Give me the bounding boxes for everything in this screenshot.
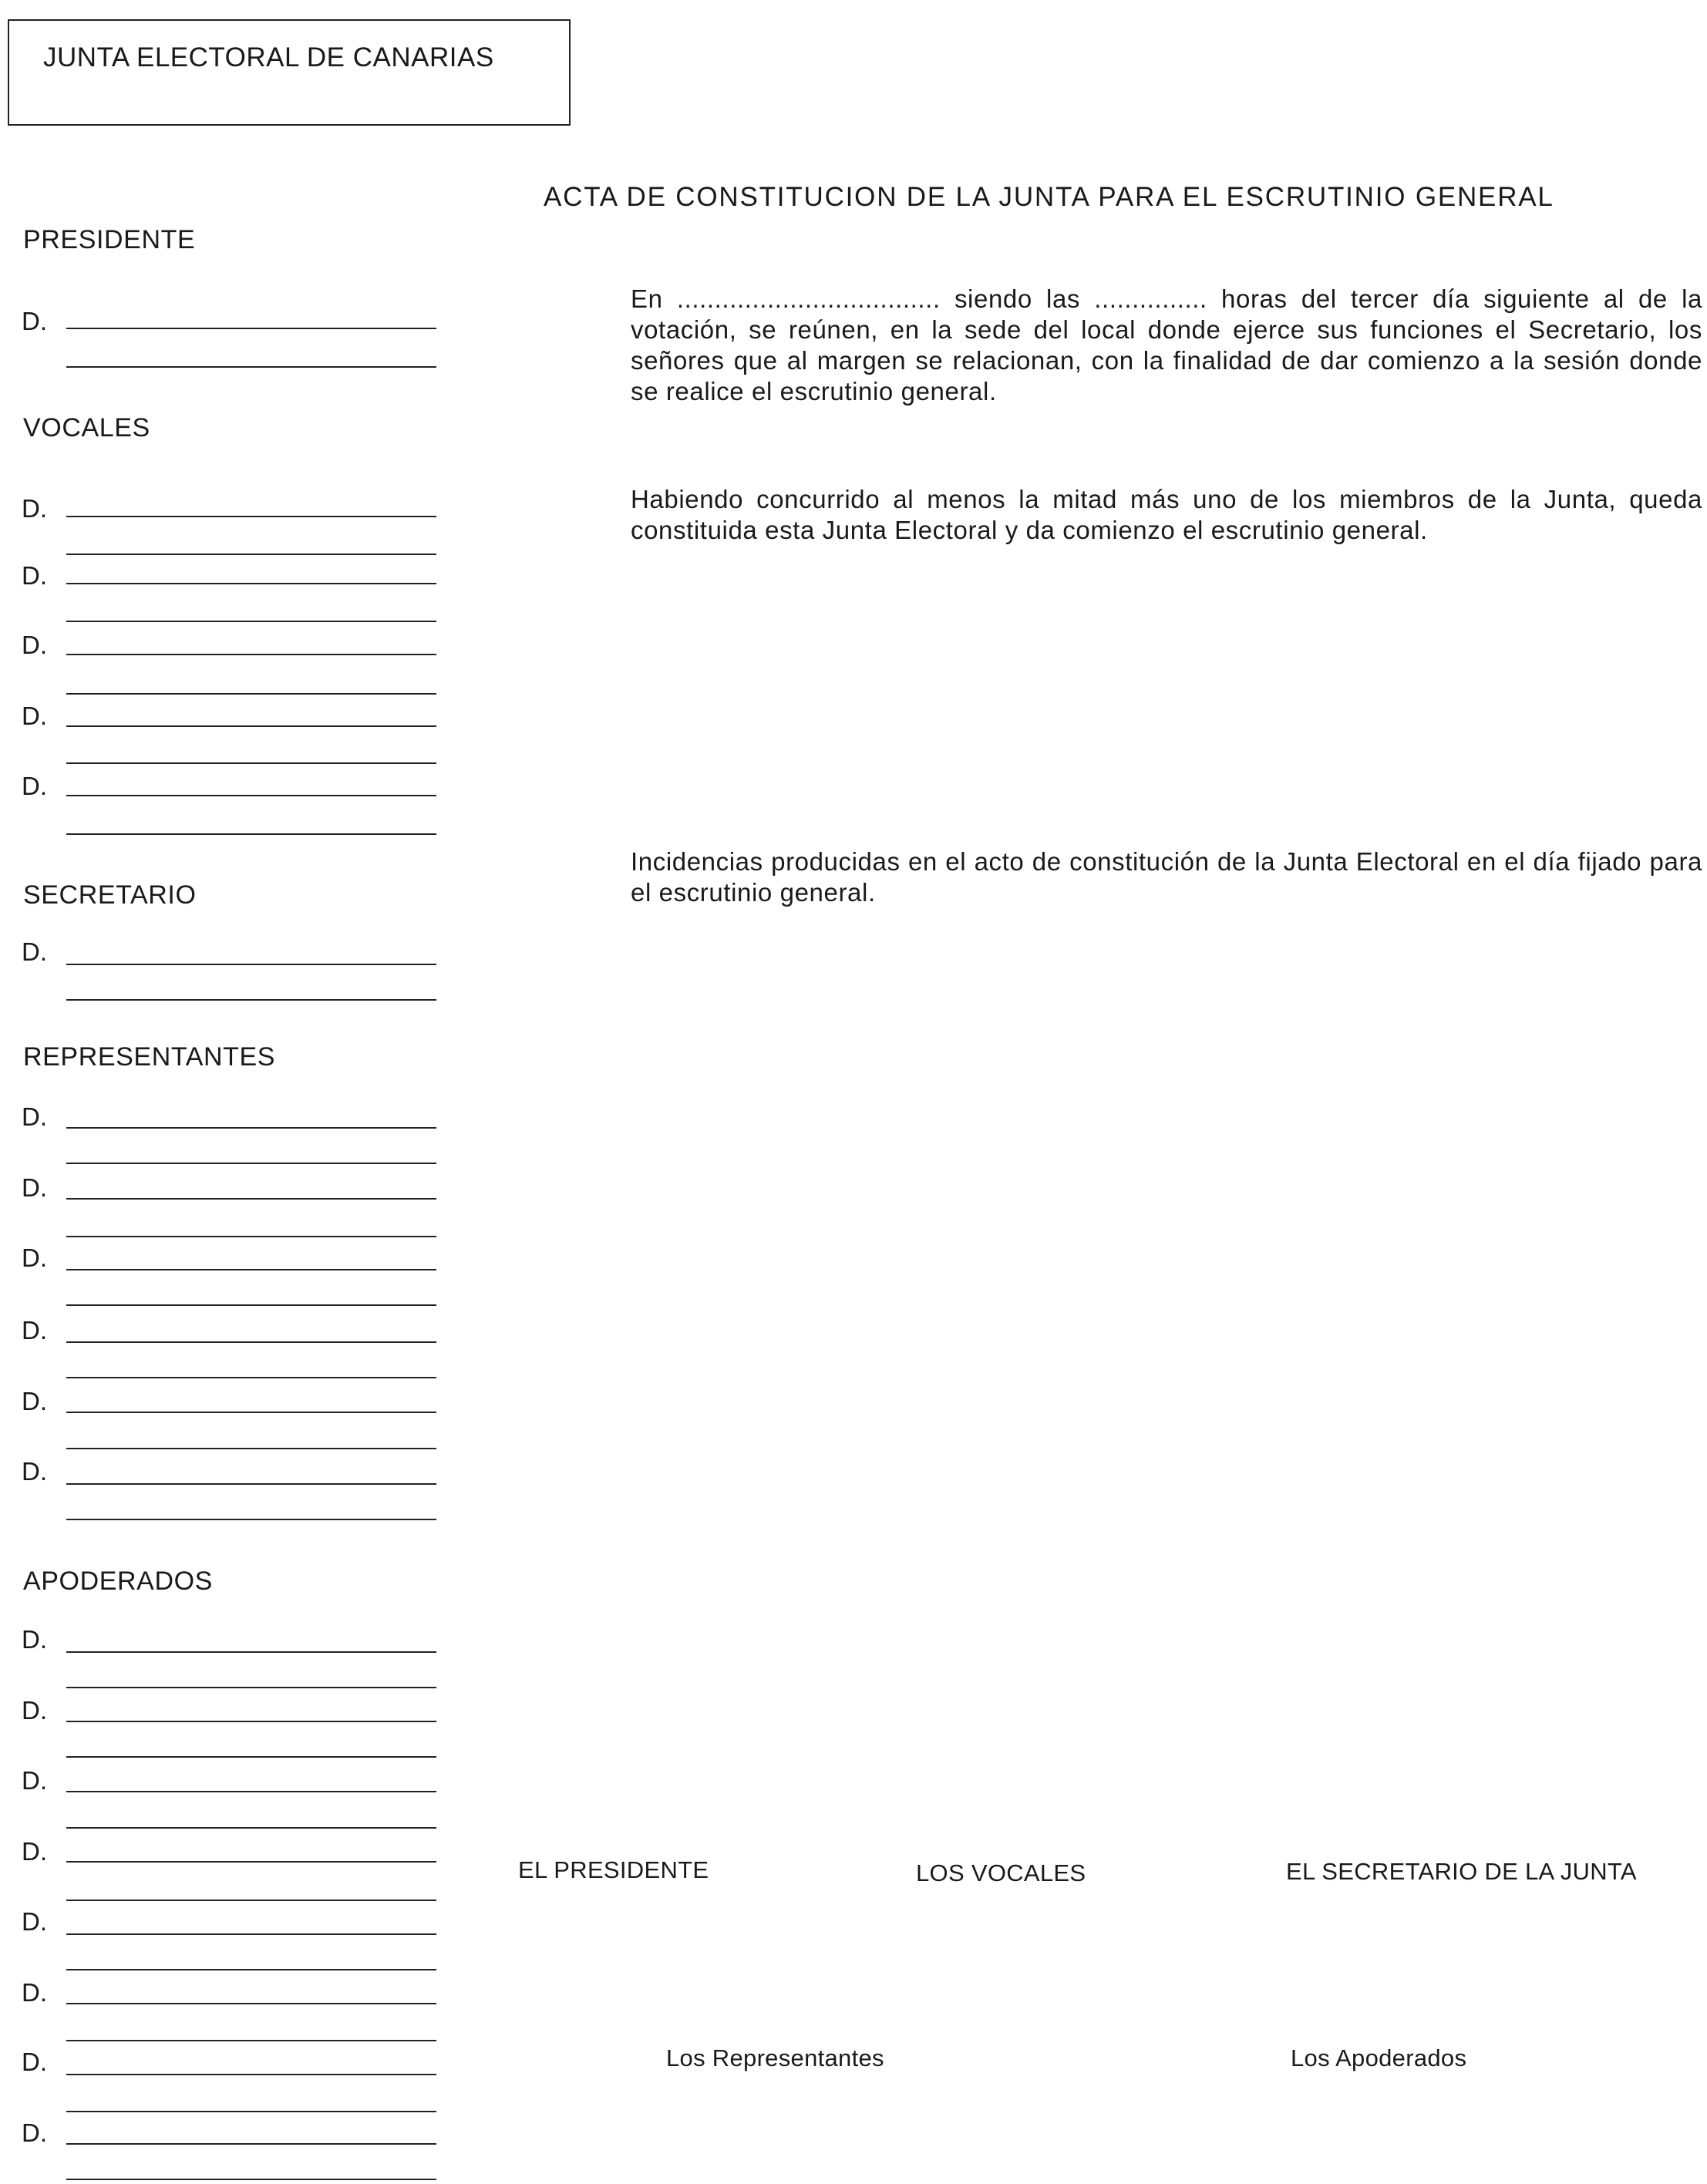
representante-name-line[interactable]: [66, 1412, 436, 1413]
representante-prefix: D.: [22, 1173, 47, 1202]
representante-prefix: D.: [22, 1102, 47, 1131]
apoderado-name-line-2[interactable]: [66, 1969, 436, 1970]
apoderado-prefix: D.: [22, 1766, 47, 1795]
header-box: [8, 19, 571, 126]
presidente-heading: PRESIDENTE: [23, 225, 196, 254]
apoderado-name-line-2[interactable]: [66, 2040, 436, 2041]
representante-name-line-2[interactable]: [66, 1519, 436, 1520]
vocal-name-line[interactable]: [66, 725, 436, 727]
representante-name-line[interactable]: [66, 1341, 436, 1343]
vocal-name-line-2[interactable]: [66, 833, 436, 835]
header-org-name: JUNTA ELECTORAL DE CANARIAS: [43, 42, 494, 72]
paragraph-opening: En ................................... siendo las ............... horas del tercer día siguiente al de la votación, se reúnen, en la sede del local donde ejerce sus funciones el Secretario, los señores que al margen se relacionan, con la finalidad de dar comienzo a la sesión donde se realice el escrutinio general.: [631, 284, 1702, 406]
apoderado-name-line[interactable]: [66, 1861, 436, 1863]
representante-name-line[interactable]: [66, 1127, 436, 1129]
apoderado-prefix: D.: [22, 1696, 47, 1725]
secretario-prefix: D.: [22, 937, 47, 966]
apoderado-name-line[interactable]: [66, 2003, 436, 2004]
paragraph-incidencias: Incidencias producidas en el acto de constitución de la Junta Electoral en el día fijado para el escrutinio general.: [631, 847, 1702, 907]
apoderado-name-line-2[interactable]: [66, 1900, 436, 1901]
presidente-name-line-2[interactable]: [66, 366, 436, 368]
representante-name-line-2[interactable]: [66, 1377, 436, 1378]
signature-representantes-label: Los Representantes: [666, 2044, 884, 2071]
representante-name-line-2[interactable]: [66, 1304, 436, 1306]
apoderado-prefix: D.: [22, 2048, 47, 2076]
apoderado-name-line[interactable]: [66, 2143, 436, 2145]
apoderado-name-line-2[interactable]: [66, 1827, 436, 1829]
representante-prefix: D.: [22, 1457, 47, 1486]
vocal-prefix: D.: [22, 494, 47, 523]
apoderado-prefix: D.: [22, 2118, 47, 2147]
secretario-name-line[interactable]: [66, 964, 436, 965]
signature-apoderados-label: Los Apoderados: [1291, 2044, 1467, 2071]
apoderado-name-line-2[interactable]: [66, 1687, 436, 1688]
vocal-name-line-2[interactable]: [66, 621, 436, 622]
apoderado-name-line[interactable]: [66, 1791, 436, 1792]
representante-name-line-2[interactable]: [66, 1236, 436, 1237]
apoderado-prefix: D.: [22, 1907, 47, 1936]
representante-name-line[interactable]: [66, 1198, 436, 1200]
presidente-name-line[interactable]: [66, 328, 436, 329]
representante-name-line[interactable]: [66, 1269, 436, 1270]
apoderado-name-line-2[interactable]: [66, 1756, 436, 1758]
vocal-prefix: D.: [22, 631, 47, 659]
apoderados-heading: APODERADOS: [23, 1566, 213, 1596]
apoderado-name-line[interactable]: [66, 1721, 436, 1722]
secretario-name-line-2[interactable]: [66, 999, 436, 1001]
apoderado-name-line[interactable]: [66, 2074, 436, 2075]
vocales-heading: VOCALES: [23, 413, 150, 443]
presidente-prefix: D.: [22, 307, 47, 335]
representante-name-line[interactable]: [66, 1483, 436, 1485]
vocal-prefix: D.: [22, 702, 47, 730]
document-title: ACTA DE CONSTITUCION DE LA JUNTA PARA EL ESCRUTINIO GENERAL: [544, 182, 1554, 212]
vocal-prefix: D.: [22, 772, 47, 800]
representante-prefix: D.: [22, 1243, 47, 1272]
secretario-heading: SECRETARIO: [23, 880, 197, 910]
apoderado-prefix: D.: [22, 1625, 47, 1654]
signature-secretario-label: EL SECRETARIO DE LA JUNTA: [1286, 1858, 1637, 1885]
representantes-heading: REPRESENTANTES: [23, 1042, 276, 1072]
apoderado-prefix: D.: [22, 1837, 47, 1866]
apoderado-name-line-2[interactable]: [66, 2179, 436, 2180]
representante-prefix: D.: [22, 1387, 47, 1415]
signature-vocales-label: LOS VOCALES: [916, 1859, 1086, 1886]
apoderado-name-line-2[interactable]: [66, 2111, 436, 2112]
vocal-name-line[interactable]: [66, 583, 436, 584]
representante-prefix: D.: [22, 1316, 47, 1344]
vocal-name-line-2[interactable]: [66, 762, 436, 764]
representante-name-line-2[interactable]: [66, 1163, 436, 1164]
vocal-name-line-2[interactable]: [66, 554, 436, 555]
representante-name-line-2[interactable]: [66, 1448, 436, 1449]
signature-presidente-label: EL PRESIDENTE: [518, 1856, 709, 1883]
apoderado-name-line[interactable]: [66, 1933, 436, 1935]
vocal-name-line[interactable]: [66, 654, 436, 655]
vocal-prefix: D.: [22, 561, 47, 590]
vocal-name-line[interactable]: [66, 516, 436, 517]
apoderado-prefix: D.: [22, 1978, 47, 2007]
vocal-name-line[interactable]: [66, 795, 436, 796]
vocal-name-line-2[interactable]: [66, 693, 436, 695]
paragraph-constitution: Habiendo concurrido al menos la mitad más uno de los miembros de la Junta, queda constituida esta Junta Electoral y da comienzo el escrutinio general.: [631, 485, 1702, 544]
apoderado-name-line[interactable]: [66, 1651, 436, 1653]
